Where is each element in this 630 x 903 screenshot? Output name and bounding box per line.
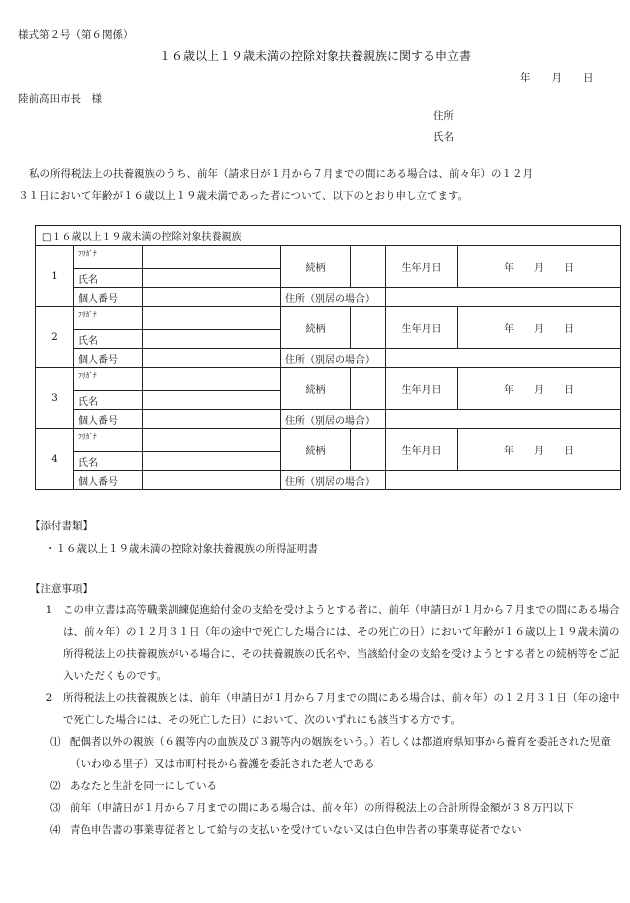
furigana-label: ﾌﾘｶﾞﾅ — [74, 429, 143, 452]
note-2 — [35, 687, 620, 731]
note-number: 1 — [45, 604, 53, 616]
applicant-name-label: 氏名 — [433, 131, 454, 143]
attachments-heading: 【添付書類】 — [30, 520, 93, 532]
mynumber-label: 個人番号 — [74, 349, 143, 368]
dependent-row — [36, 368, 621, 391]
note-text: この申立書は高等職業訓練促進給付金の支給を受けようとする者に、前年（申請日が１月から７月までの間にある場合は、前々年）の１２月３１日（年の途中で死亡した場合には、その死亡の日）において年齢が１６歳以上１９歳未満の所得税法上の扶養親族がいる場合に、その扶養親族の氏名や、当該給付金の支給を受けようとする者との続柄等をご記入いただくものです。 — [63, 604, 620, 682]
separate-address-field[interactable] — [386, 288, 621, 307]
sub-note — [50, 775, 620, 797]
mynumber-label: 個人番号 — [74, 288, 143, 307]
dob-label: 生年月日 — [386, 368, 458, 410]
furigana-field[interactable] — [143, 246, 281, 269]
mynumber-field[interactable] — [143, 410, 281, 429]
name-label: 氏名 — [74, 330, 143, 349]
sub-note-text: 青色申告書の事業専従者として給与の支払いを受けていない又は白色申告者の事業専従者でない — [70, 824, 522, 836]
dependent-row — [36, 307, 621, 330]
relationship-field[interactable] — [351, 368, 386, 410]
intro-line-1: 私の所得税法上の扶養親族のうち、前年（請求日が１月から７月までの間にある場合は、前々年）の１２月 — [29, 168, 533, 180]
separate-address-label: 住所（別居の場合） — [281, 410, 386, 429]
form-number: 様式第２号（第６関係） — [18, 29, 134, 41]
intro-line-2: ３１日において年齢が１６歳以上１９歳未満であった者について、以下のとおり申し立てます。 — [18, 190, 469, 202]
sub-note — [50, 797, 620, 819]
sub-note-number: ⑴ — [50, 736, 61, 748]
dob-field[interactable]: 年 月 日 — [458, 429, 621, 471]
addressee: 陸前高田市長 様 — [18, 93, 102, 105]
dependent-row — [36, 246, 621, 269]
separate-address-field[interactable] — [386, 410, 621, 429]
name-label: 氏名 — [74, 452, 143, 471]
furigana-label: ﾌﾘｶﾞﾅ — [74, 307, 143, 330]
dob-label: 生年月日 — [386, 429, 458, 471]
mynumber-label: 個人番号 — [74, 471, 143, 490]
sub-note-number: ⑵ — [50, 780, 61, 792]
furigana-label: ﾌﾘｶﾞﾅ — [74, 368, 143, 391]
separate-address-field[interactable] — [386, 471, 621, 490]
mynumber-field[interactable] — [143, 471, 281, 490]
furigana-field[interactable] — [143, 429, 281, 452]
dob-label: 生年月日 — [386, 307, 458, 349]
name-field[interactable] — [143, 269, 281, 288]
name-label: 氏名 — [74, 391, 143, 410]
note-text: 所得税法上の扶養親族とは、前年（申請日が１月から７月までの間にある場合は、前々年）の１２月３１日（年の途中で死亡した場合には、その死亡した日）において、次のいずれにも該当する方です。 — [63, 692, 620, 726]
sub-note — [50, 731, 620, 775]
dependents-table — [35, 225, 621, 490]
separate-address-label: 住所（別居の場合） — [281, 288, 386, 307]
sub-note-text: あなたと生計を同一にしている — [70, 780, 217, 792]
mynumber-label: 個人番号 — [74, 410, 143, 429]
separate-address-label: 住所（別居の場合） — [281, 471, 386, 490]
mynumber-field[interactable] — [143, 288, 281, 307]
dob-label: 生年月日 — [386, 246, 458, 288]
sub-note-number: ⑶ — [50, 802, 61, 814]
separate-address-label: 住所（別居の場合） — [281, 349, 386, 368]
attachment-item: ・１６歳以上１９歳未満の控除対象扶養親族の所得証明書 — [45, 543, 318, 555]
separate-address-field[interactable] — [386, 349, 621, 368]
relationship-label: 続柄 — [281, 307, 351, 349]
furigana-label: ﾌﾘｶﾞﾅ — [74, 246, 143, 269]
sub-note — [50, 819, 620, 841]
name-field[interactable] — [143, 452, 281, 471]
relationship-field[interactable] — [351, 307, 386, 349]
submission-date: 年 月 日 — [520, 72, 594, 84]
name-field[interactable] — [143, 330, 281, 349]
sub-note-number: ⑷ — [50, 824, 61, 836]
sub-note-text: 配偶者以外の親族（６親等内の血族及び３親等内の姻族をいう。）若しくは都道府県知事から養育を委託された児童（いわゆる里子）又は市町村長から養護を委託された老人である — [70, 736, 611, 770]
relationship-label: 続柄 — [281, 246, 351, 288]
relationship-field[interactable] — [351, 429, 386, 471]
intro-paragraph — [18, 163, 618, 207]
relationship-label: 続柄 — [281, 368, 351, 410]
name-label: 氏名 — [74, 269, 143, 288]
dob-field[interactable]: 年 月 日 — [458, 307, 621, 349]
relationship-field[interactable] — [351, 246, 386, 288]
row-number: 3 — [36, 368, 74, 429]
relationship-label: 続柄 — [281, 429, 351, 471]
row-number: 2 — [36, 307, 74, 368]
row-number: 1 — [36, 246, 74, 307]
dob-field[interactable]: 年 月 日 — [458, 368, 621, 410]
note-number: 2 — [45, 692, 53, 704]
sub-note-text: 前年（申請日が１月から７月までの間にある場合は、前々年）の所得税法上の合計所得金額が３８万円以下 — [70, 802, 574, 814]
page-title: １６歳以上１９歳未満の控除対象扶養親族に関する申立書 — [158, 49, 471, 63]
notes-heading: 【注意事項】 — [30, 583, 93, 595]
sub-notes — [50, 731, 620, 841]
dob-field[interactable]: 年 月 日 — [458, 246, 621, 288]
furigana-field[interactable] — [143, 368, 281, 391]
furigana-field[interactable] — [143, 307, 281, 330]
name-field[interactable] — [143, 391, 281, 410]
row-number: 4 — [36, 429, 74, 490]
dependent-row — [36, 429, 621, 452]
note-1 — [35, 599, 620, 687]
mynumber-field[interactable] — [143, 349, 281, 368]
applicant-address-label: 住所 — [433, 110, 454, 122]
table-header: □１６歳以上１９歳未満の控除対象扶養親族 — [36, 226, 621, 246]
